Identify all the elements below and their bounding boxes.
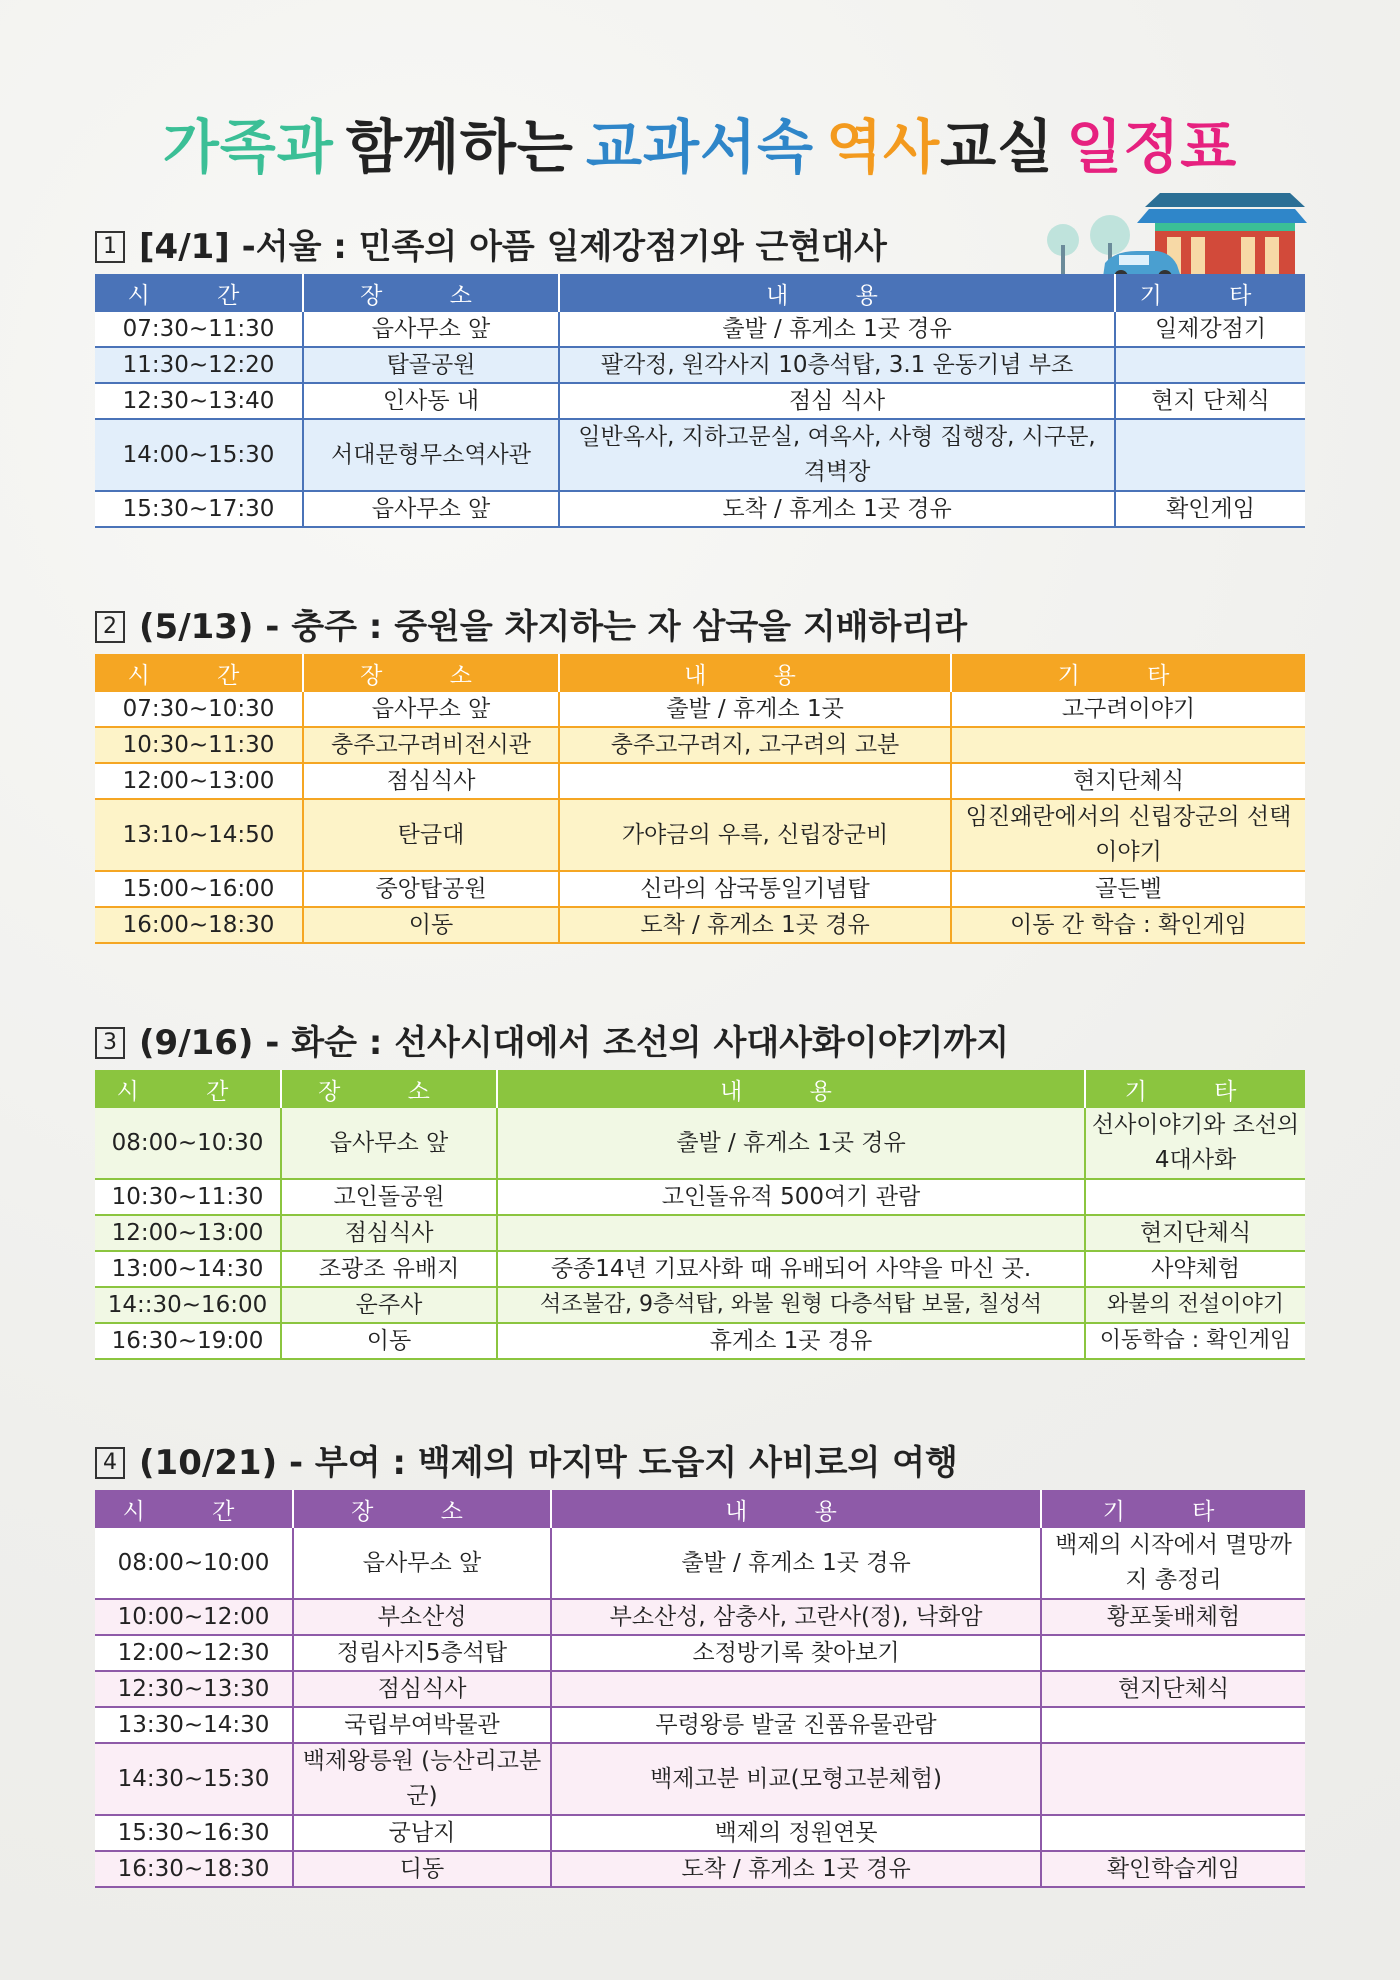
cell-note [1085,1179,1305,1215]
header-content: 내 용 [551,1490,1041,1528]
header-note: 기 타 [1115,274,1305,312]
table-row [95,1287,1305,1323]
cell-note: 확인학습게임 [1041,1851,1305,1887]
cell-time: 16:30~18:30 [95,1851,293,1887]
cell-time: 11:30~12:20 [95,347,303,383]
header-place: 장 소 [281,1070,497,1108]
table-row [95,871,1305,907]
cell-place: 디동 [293,1851,551,1887]
cell-time: 14:00~15:30 [95,419,303,491]
cell-place: 점심식사 [303,763,559,799]
cell-time: 12:30~13:30 [95,1671,293,1707]
cell-time: 12:00~13:00 [95,763,303,799]
cell-note: 현지 단체식 [1115,383,1305,419]
cell-place: 백제왕릉원 (능산리고분군) [293,1743,551,1815]
cell-note: 현지단체식 [951,763,1305,799]
header-note: 기 타 [951,654,1305,692]
section-1 [95,220,1305,528]
page-title [0,100,1400,184]
table-row [95,1635,1305,1671]
cell-place: 탑골공원 [303,347,559,383]
header-time: 시 간 [95,1070,281,1108]
cell-place: 정림사지5층석탑 [293,1635,551,1671]
cell-content: 무령왕릉 발굴 진품유물관람 [551,1707,1041,1743]
cell-note: 사약체험 [1085,1251,1305,1287]
section-2 [95,600,1305,944]
header-place: 장 소 [303,274,559,312]
cell-note: 백제의 시작에서 멸망까지 총정리 [1041,1528,1305,1599]
cell-place: 부소산성 [293,1599,551,1635]
section-title: (5/13) - 충주 : 중원을 차지하는 자 삼국을 지배하리라 [139,607,968,647]
schedule-table [95,1490,1305,1888]
cell-content: 중종14년 기묘사화 때 유배되어 사약을 마신 곳. [497,1251,1085,1287]
header-time: 시 간 [95,1490,293,1528]
schedule-table [95,1070,1305,1360]
cell-content: 신라의 삼국통일기념탑 [559,871,951,907]
cell-place: 충주고구려비전시관 [303,727,559,763]
cell-content [497,1215,1085,1251]
cell-content: 백제고분 비교(모형고분체험) [551,1743,1041,1815]
table-row [95,1743,1305,1815]
table-row [95,1851,1305,1887]
cell-time: 14::30~16:00 [95,1287,281,1323]
cell-place: 궁남지 [293,1815,551,1851]
title-part: 역사 [826,113,941,181]
cell-time: 15:30~17:30 [95,491,303,527]
section-title: (10/21) - 부여 : 백제의 마지막 도읍지 사비로의 여행 [139,1443,958,1483]
cell-place: 조광조 유배지 [281,1251,497,1287]
table-row [95,383,1305,419]
section-title: (9/16) - 화순 : 선사시대에서 조선의 사대사화이야기까지 [139,1023,1010,1063]
cell-note [1115,347,1305,383]
cell-content: 팔각정, 원각사지 10층석탑, 3.1 운동기념 부조 [559,347,1115,383]
cell-place: 이동 [303,907,559,943]
title-part: 교실 [940,113,1055,181]
header-time: 시 간 [95,274,303,312]
section-number: 2 [95,611,125,643]
table-row [95,1179,1305,1215]
cell-time: 13:30~14:30 [95,1707,293,1743]
cell-content: 부소산성, 삼충사, 고란사(정), 낙화암 [551,1599,1041,1635]
table-row [95,1323,1305,1359]
table-row [95,419,1305,491]
header-place: 장 소 [303,654,559,692]
table-row [95,1215,1305,1251]
title-part: 일정표 [1066,113,1238,181]
cell-note [951,727,1305,763]
cell-content: 도착 / 휴게소 1곳 경유 [559,907,951,943]
header-content: 내 용 [559,274,1115,312]
table-row [95,727,1305,763]
cell-content [551,1671,1041,1707]
cell-time: 10:30~11:30 [95,1179,281,1215]
cell-content: 출발 / 휴게소 1곳 경유 [497,1108,1085,1179]
cell-place: 운주사 [281,1287,497,1323]
cell-content: 도착 / 휴게소 1곳 경유 [551,1851,1041,1887]
cell-place: 읍사무소 앞 [293,1528,551,1599]
cell-place: 탄금대 [303,799,559,871]
section-3 [95,1016,1305,1360]
table-row [95,907,1305,943]
cell-time: 13:00~14:30 [95,1251,281,1287]
cell-place: 인사동 내 [303,383,559,419]
cell-content: 백제의 정원연못 [551,1815,1041,1851]
table-row [95,491,1305,527]
cell-time: 10:00~12:00 [95,1599,293,1635]
section-heading [95,600,1305,654]
cell-note: 골든벨 [951,871,1305,907]
cell-note: 고구려이야기 [951,692,1305,727]
table-row [95,312,1305,347]
cell-time: 12:30~13:40 [95,383,303,419]
cell-note: 임진왜란에서의 신립장군의 선택 이야기 [951,799,1305,871]
schedule-table [95,274,1305,528]
header-content: 내 용 [497,1070,1085,1108]
cell-time: 16:00~18:30 [95,907,303,943]
cell-note: 황포돛배체험 [1041,1599,1305,1635]
cell-time: 08:00~10:30 [95,1108,281,1179]
header-note: 기 타 [1085,1070,1305,1108]
cell-time: 15:00~16:00 [95,871,303,907]
cell-place: 중앙탑공원 [303,871,559,907]
cell-note: 선사이야기와 조선의 4대사화 [1085,1108,1305,1179]
section-number: 4 [95,1447,125,1479]
cell-time: 08:00~10:00 [95,1528,293,1599]
table-row [95,1108,1305,1179]
cell-time: 12:00~13:00 [95,1215,281,1251]
header-time: 시 간 [95,654,303,692]
cell-place: 점심식사 [293,1671,551,1707]
table-row [95,799,1305,871]
cell-place: 이동 [281,1323,497,1359]
section-number: 1 [95,231,125,263]
schedule-table [95,654,1305,944]
cell-time: 14:30~15:30 [95,1743,293,1815]
header-content: 내 용 [559,654,951,692]
table-row [95,1707,1305,1743]
cell-place: 국립부여박물관 [293,1707,551,1743]
cell-time: 07:30~11:30 [95,312,303,347]
table-row [95,1671,1305,1707]
cell-place: 읍사무소 앞 [303,312,559,347]
table-row [95,1251,1305,1287]
table-row [95,692,1305,727]
table-row [95,1599,1305,1635]
title-part: 교과서속 [585,113,815,181]
cell-note: 현지단체식 [1041,1671,1305,1707]
cell-note [1041,1707,1305,1743]
cell-time: 12:00~12:30 [95,1635,293,1671]
cell-place: 점심식사 [281,1215,497,1251]
cell-place: 읍사무소 앞 [281,1108,497,1179]
table-row [95,763,1305,799]
cell-content: 고인돌유적 500여기 관람 [497,1179,1085,1215]
cell-note [1115,419,1305,491]
section-heading [95,1016,1305,1070]
cell-content: 가야금의 우륵, 신립장군비 [559,799,951,871]
section-heading [95,220,1305,274]
header-place: 장 소 [293,1490,551,1528]
cell-content: 소정방기록 찾아보기 [551,1635,1041,1671]
section-title: [4/1] -서울 : 민족의 아픔 일제강점기와 근현대사 [139,227,887,267]
cell-place: 읍사무소 앞 [303,491,559,527]
cell-note: 일제강점기 [1115,312,1305,347]
cell-note [1041,1815,1305,1851]
cell-place: 읍사무소 앞 [303,692,559,727]
cell-content: 휴게소 1곳 경유 [497,1323,1085,1359]
cell-note: 확인게임 [1115,491,1305,527]
cell-content: 점심 식사 [559,383,1115,419]
cell-time: 15:30~16:30 [95,1815,293,1851]
cell-content: 도착 / 휴게소 1곳 경유 [559,491,1115,527]
cell-content: 출발 / 휴게소 1곳 경유 [559,312,1115,347]
cell-place: 서대문형무소역사관 [303,419,559,491]
cell-note: 와불의 전설이야기 [1085,1287,1305,1323]
table-row [95,1815,1305,1851]
cell-content: 일반옥사, 지하고문실, 여옥사, 사형 집행장, 시구문, 격벽장 [559,419,1115,491]
cell-content: 출발 / 휴게소 1곳 경유 [551,1528,1041,1599]
title-part: 가족과 [162,113,334,181]
cell-note [1041,1743,1305,1815]
cell-content [559,763,951,799]
cell-time: 07:30~10:30 [95,692,303,727]
title-part: 함께하는 [345,113,574,181]
cell-time: 13:10~14:50 [95,799,303,871]
section-heading [95,1436,1305,1490]
header-note: 기 타 [1041,1490,1305,1528]
cell-time: 16:30~19:00 [95,1323,281,1359]
cell-note: 이동학습 : 확인게임 [1085,1323,1305,1359]
section-number: 3 [95,1027,125,1059]
cell-content: 충주고구려지, 고구려의 고분 [559,727,951,763]
table-row [95,1528,1305,1599]
section-4 [95,1436,1305,1888]
cell-time: 10:30~11:30 [95,727,303,763]
cell-note: 현지단체식 [1085,1215,1305,1251]
table-row [95,347,1305,383]
cell-place: 고인돌공원 [281,1179,497,1215]
cell-content: 출발 / 휴게소 1곳 [559,692,951,727]
cell-content: 석조불감, 9층석탑, 와불 원형 다층석탑 보물, 칠성석 [497,1287,1085,1323]
cell-note [1041,1635,1305,1671]
cell-note: 이동 간 학습 : 확인게임 [951,907,1305,943]
